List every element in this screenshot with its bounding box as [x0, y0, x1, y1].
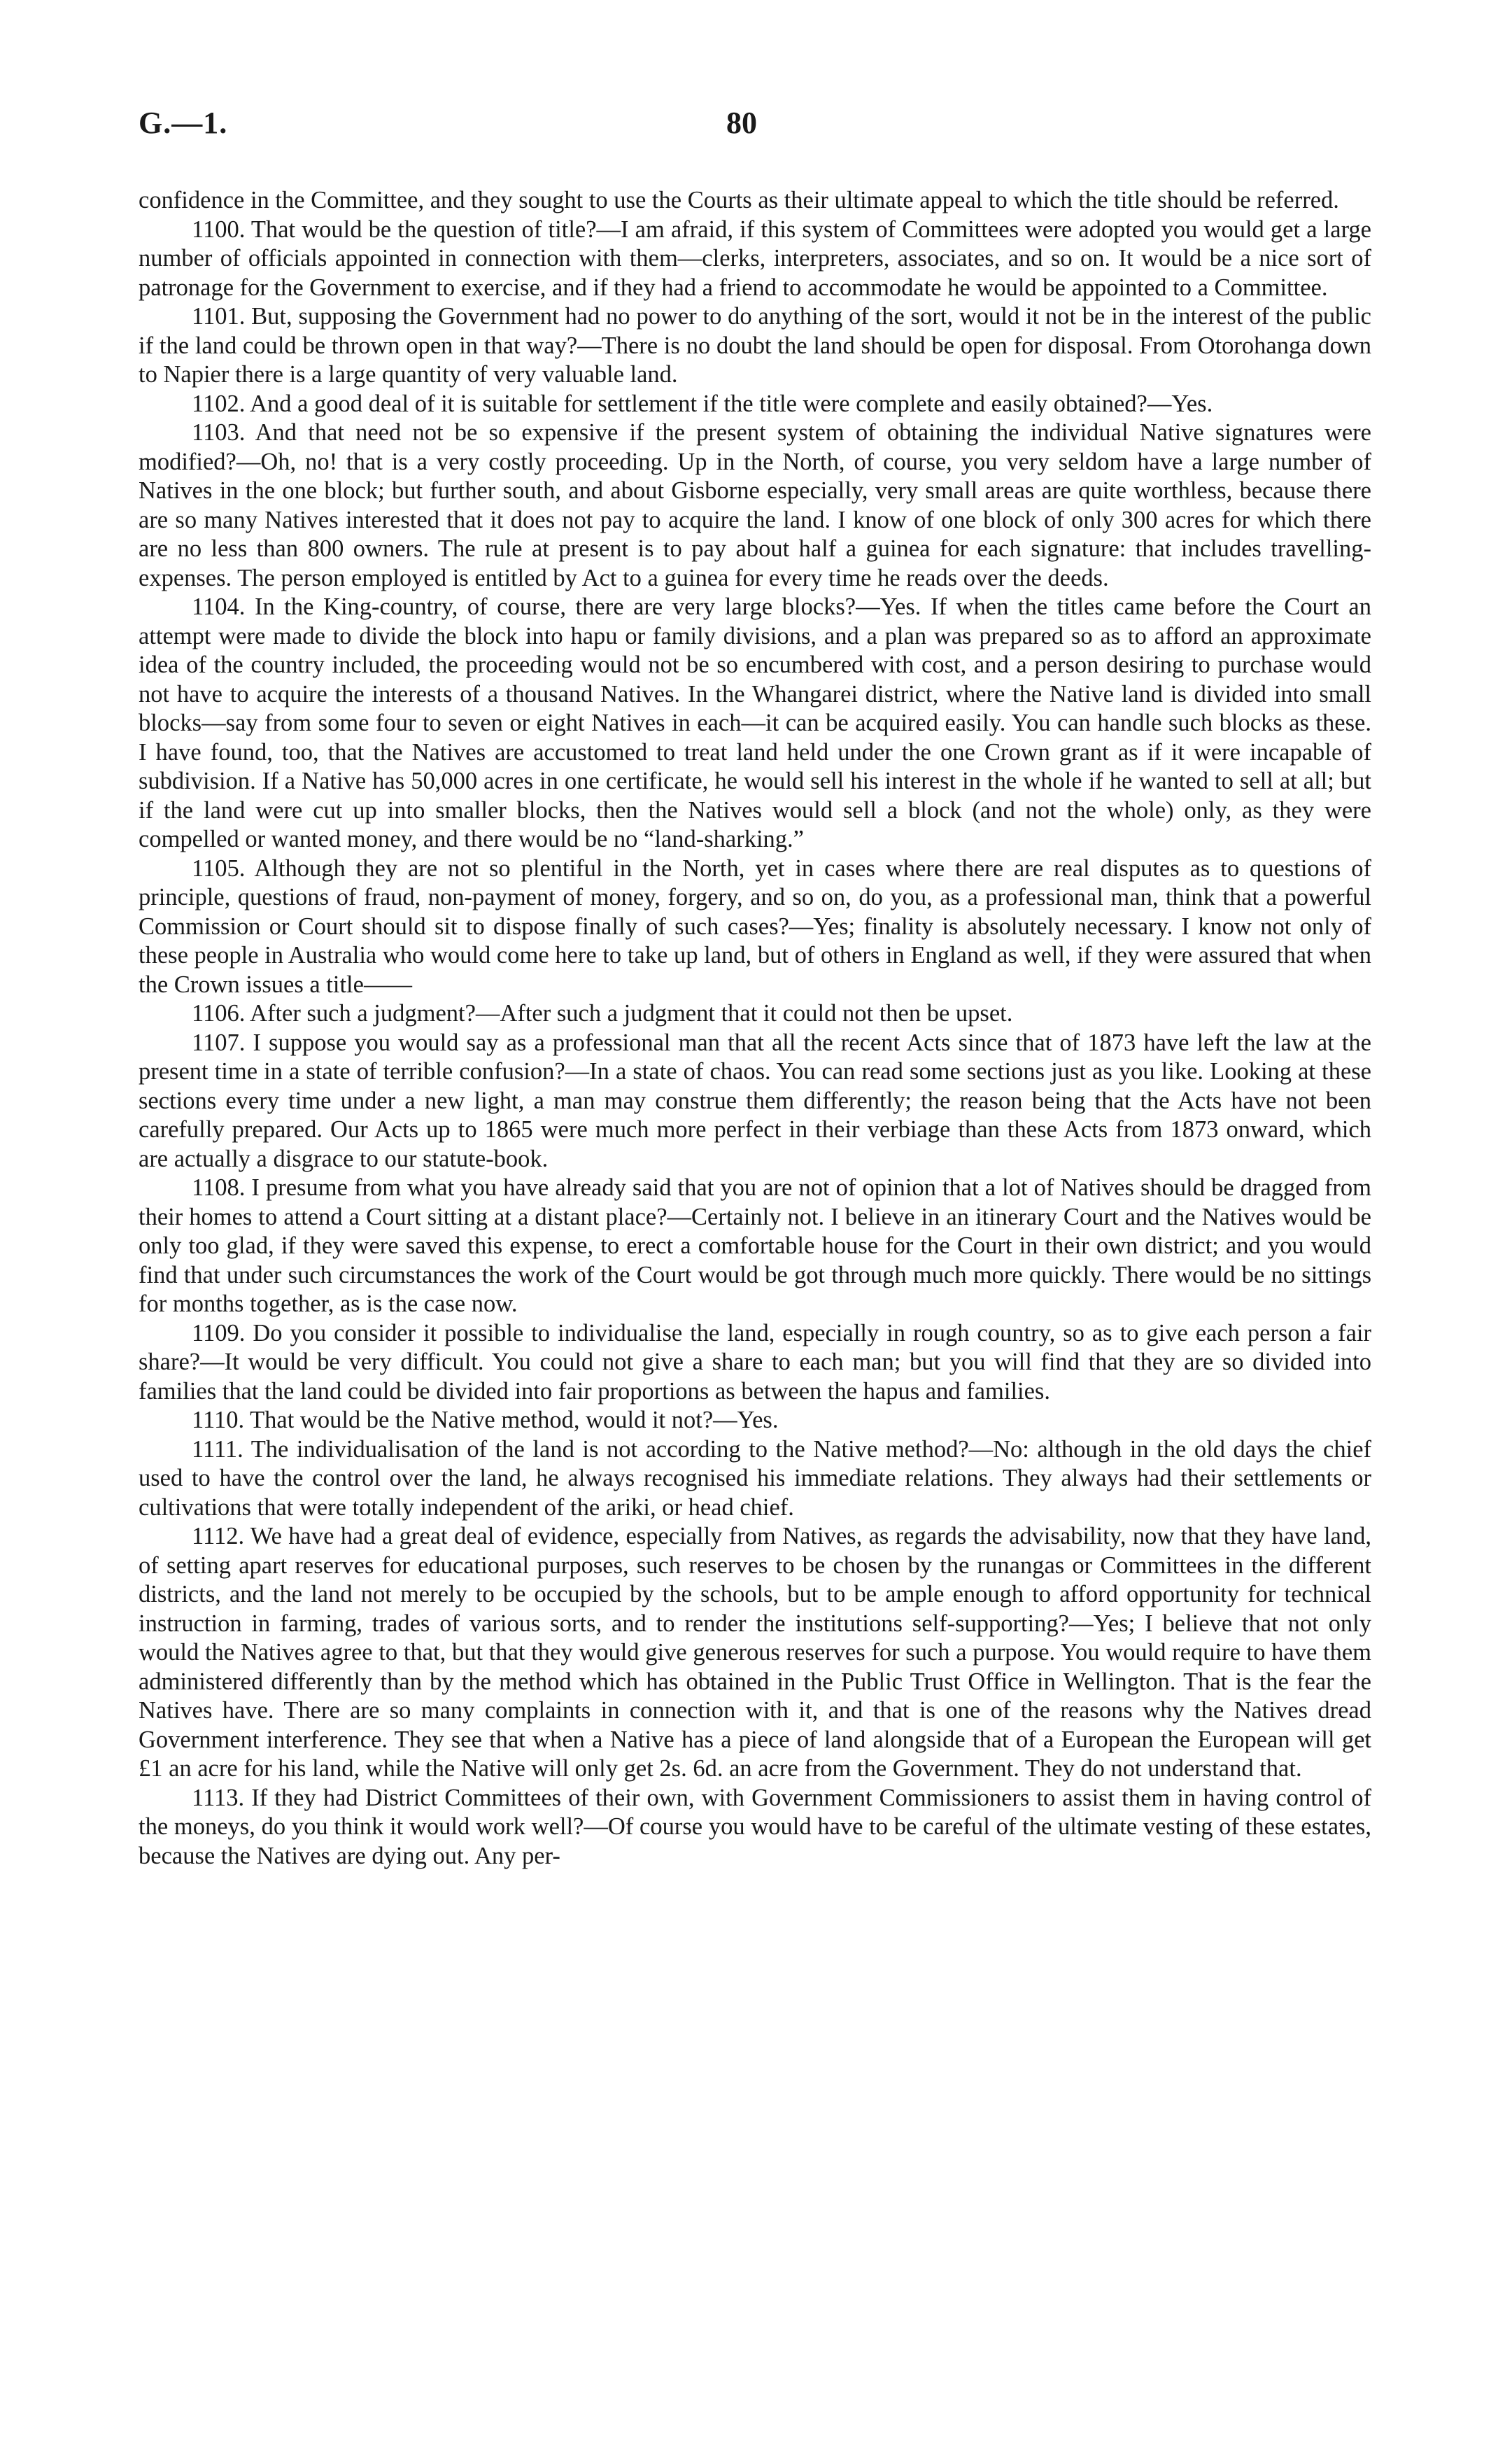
- paragraph-1108: 1108. I presume from what you have already said that you are not of opinion that a lot of Natives should be dragged from their homes to attend a Court sitting at a distant place?—Certainly not. I believe in an itinerary Court and the Natives would be only too glad, if they were saved this expense, to erect a comfortable house for the Court in their own district; and you would find that under such circumstances the work of the Court would be got through much more quickly. There would be no sittings for months together, as is the case now.: [139, 1174, 1371, 1317]
- page-header: [139, 105, 1371, 147]
- paragraph-1113: 1113. If they had District Committees of their own, with Government Commissioners to assist them in having control of the moneys, do you think it would work well?—Of course you would have to be careful of the ultimate vesting of these estates, because the Natives are dying out. Any per-: [139, 1784, 1371, 1869]
- series-reference: G.—1.: [139, 106, 228, 140]
- paragraph-1110: 1110. That would be the Native method, would it not?—Yes.: [192, 1407, 779, 1433]
- paragraph-1109: 1109. Do you consider it possible to individualise the land, especially in rough country, so as to give each person a fair share?—It would be very difficult. You could not give a share to each man; but you will find that they are so divided into families that the land could be divided into fair proportions as between the hapus and families.: [139, 1319, 1371, 1405]
- paragraph-1105: 1105. Although they are not so plentiful in the North, yet in cases where there are real disputes as to questions of principle, questions of fraud, non-payment of money, forgery, and so on, do you, as a professional man, think that a powerful Commission or Court should sit to dispose finally of such cases?—Yes; finality is absolutely necessary. I know not only of these people in Australia who would come here to take up land, but of others in England as well, if they were assured that when the Crown issues a title——: [139, 854, 1371, 998]
- paragraph-1106: 1106. After such a judgment?—After such a judgment that it could not then be upset.: [192, 1000, 1013, 1027]
- paragraph-1103: 1103. And that need not be so expensive if the present system of obtaining the individual Native signatures were modified?—Oh, no! that is a very costly proceeding. Up in the North, of course, you very seldom have a large number of Natives in the one block; but further south, and about Gisborne especially, very small areas are quite worthless, because there are so many Natives interested that it does not pay to acquire the land. I know of one block of only 300 acres for which there are no less than 800 owners. The rule at present is to pay about half a guinea for each signature: that includes travelling-expenses. The person employed is entitled by Act to a guinea for every time he reads over the deeds.: [139, 419, 1371, 591]
- paragraph-1112: 1112. We have had a great deal of evidence, especially from Natives, as regards the advisability, now that they have land, of setting apart reserves for educational purposes, such reserves to be chosen by the runangas or Committees in the different districts, and the land not merely to be occupied by the schools, but to be ample enough to afford opportunity for technical instruction in farming, trades of various sorts, and to render the institutions self-supporting?—Yes; I believe that not only would the Natives agree to that, but that they would give generous reserves for such a purpose. You would require to have them administered differently than by the method which has obtained in the Public Trust Office in Wellington. That is the fear the Natives have. There are so many complaints in connection with it, and that is one of the reasons why the Natives dread Government interference. They see that when a Native has a piece of land alongside that of a European the European will get £1 an acre for his land, while the Native will only get 2s. 6d. an acre from the Government. They do not understand that.: [139, 1523, 1371, 1782]
- paragraph-1101: 1101. But, supposing the Government had no power to do anything of the sort, would it not be in the interest of the public if the land could be thrown open in that way?—There is no doubt the land should be open for disposal. From Otorohanga down to Napier there is a large quantity of very valuable land.: [139, 303, 1371, 388]
- document-page: [139, 105, 1371, 1871]
- paragraph-1104: 1104. In the King-country, of course, there are very large blocks?—Yes. If when the titles came before the Court an attempt were made to divide the block into hapu or family divisions, and a plan was prepared so as to afford an approximate idea of the country included, the proceeding would not be so encumbered with cost, and a person desiring to purchase would not have to acquire the interests of a thousand Natives. In the Whangarei district, where the Native land is divided into small blocks—say from some four to seven or eight Natives in each—it can be acquired easily. You can handle such blocks as these. I have found, too, that the Natives are accustomed to treat land held under the one Crown grant as if it were incapable of subdivision. If a Native has 50,000 acres in one certificate, he would sell his interest in the whole if he wanted to sell at all; but if the land were cut up into smaller blocks, then the Natives would sell a block (and not the whole) only, as they were compelled or wanted money, and there would be no “land-sharking.”: [139, 593, 1371, 852]
- paragraph-1111: 1111. The individualisation of the land is not according to the Native method?—No: although in the old days the chief used to have the control over the land, he always recognised his immediate relations. They always had their settlements or cultivations that were totally independent of the ariki, or head chief.: [139, 1435, 1371, 1521]
- page-number: 80: [726, 106, 757, 140]
- paragraph-1107: 1107. I suppose you would say as a professional man that all the recent Acts since that of 1873 have left the law at the present time in a state of terrible confusion?—In a state of chaos. You can read some sections just as you like. Looking at these sections every time under a new light, a man may construe them differently; the reason being that the Acts have not been carefully prepared. Our Acts up to 1865 were much more perfect in their verbiage than these Acts from 1873 onward, which are actually a disgrace to our statute-book.: [139, 1029, 1371, 1172]
- paragraph-continuation: confidence in the Committee, and they sought to use the Courts as their ultimate appeal to which the title should be referred.: [139, 187, 1339, 213]
- paragraph-1100: 1100. That would be the question of title?—I am afraid, if this system of Committees were adopted you would get a large number of officials appointed in connection with them—clerks, interpreters, associates, and so on. It would be a nice sort of patronage for the Government to exercise, and if they had a friend to accommodate he would be appointed to a Committee.: [139, 216, 1371, 301]
- body-text: [139, 186, 1371, 1871]
- paragraph-1102: 1102. And a good deal of it is suitable for settlement if the title were complete and easily obtained?—Yes.: [192, 390, 1213, 417]
